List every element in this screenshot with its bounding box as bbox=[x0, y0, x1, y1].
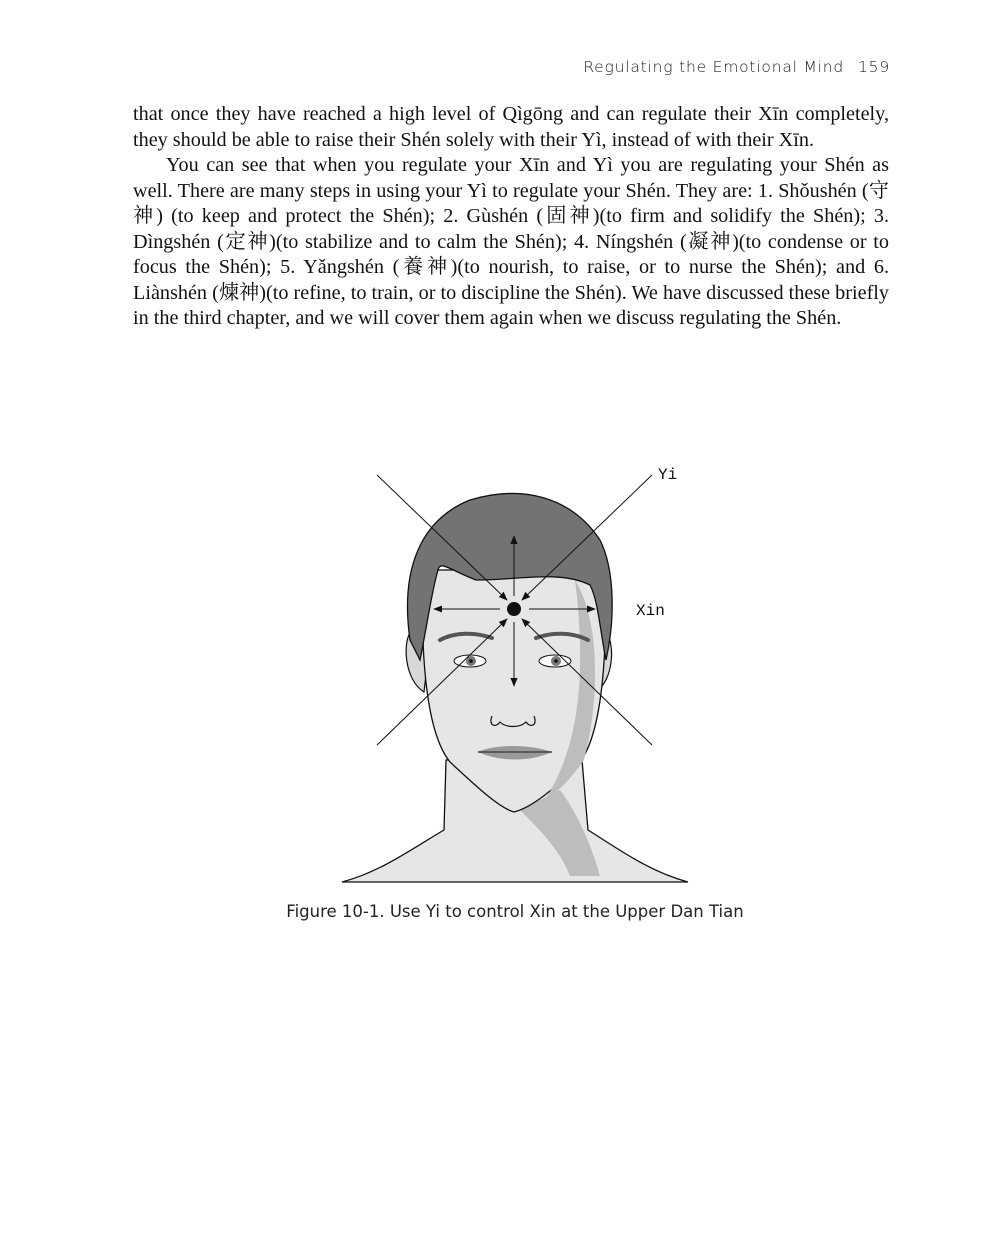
upper-dan-tian-point bbox=[507, 602, 521, 616]
running-head-title: Regulating the Emotional Mind bbox=[583, 58, 844, 76]
page-number: 159 bbox=[858, 58, 890, 76]
label-yi: Yi bbox=[658, 466, 678, 484]
paragraph-1: that once they have reached a high level of Qìgōng and can regulate their Xīn completely, they should be able to raise their Shén solely with their Yì, instead of with their Xīn. bbox=[133, 103, 889, 151]
running-head bbox=[583, 58, 890, 76]
figure-caption: Figure 10-1. Use Yi to control Xin at the Upper Dan Tian bbox=[286, 902, 744, 921]
paragraph-2: You can see that when you regulate your Xīn and Yì you are regulating your Shén as well. There are many steps in using your Yì to regulate your Shén. They are: 1. Shǒushén (守神) (to keep and protect the Shén); 2. Gùshén (固神)(to firm and solidify the Shén); 3. Dìngshén (定神)(to stabilize and to calm the Shén); 4. Níngshén (凝神)(to condense or to focus the Shén); 5. Yǎngshén (養神)(to nourish, to raise, or to nurse the Shén); and 6. Liànshén (煉神)(to refine, to train, or to discipline the Shén). We have discussed these briefly in the third chapter, and we will cover them again when we discuss regulating the Shén. bbox=[133, 154, 889, 329]
body-text bbox=[133, 102, 889, 332]
label-xin: Xin bbox=[636, 602, 665, 620]
figure-face-diagram bbox=[336, 460, 696, 885]
face-illustration bbox=[336, 460, 696, 885]
